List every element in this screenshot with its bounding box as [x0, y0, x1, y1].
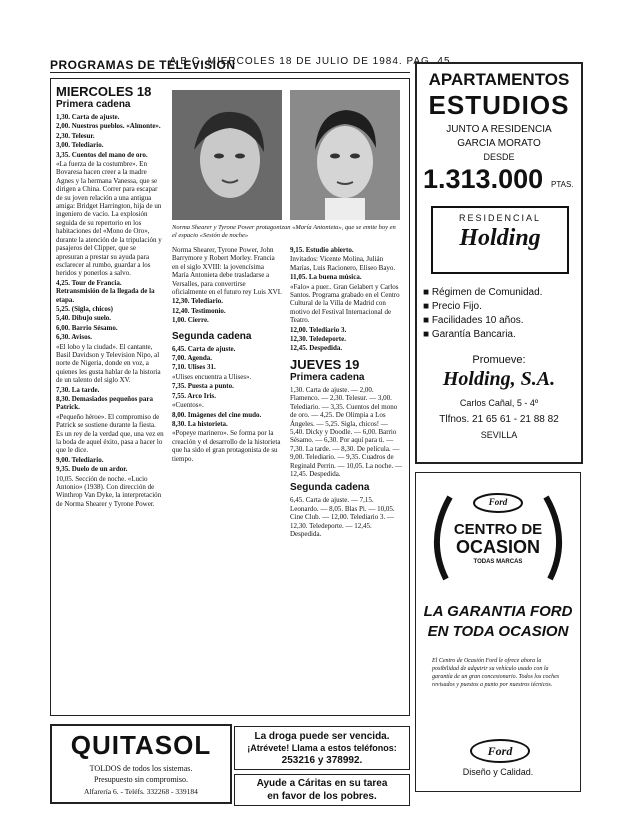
listing-line: 3,00. Telediario.: [56, 141, 104, 150]
middle-listing-second: [172, 345, 282, 463]
droga-text2: ¡Atrévete! Llama a estos teléfonos:: [247, 743, 397, 753]
quitasol-line2: Presupuesto sin compromiso.: [94, 775, 188, 784]
ford-body: El Centro de Ocasión Ford le ofrece ahora la posibilidad de adquirir su vehículo usado con la garantía de un gran concesionario. Todos los coches revisados y puestos a punto por nuestros técnicos.: [432, 658, 560, 688]
bullet-text: Precio Fijo.: [431, 301, 482, 312]
ad-apartamentos-line2: ESTUDIOS: [428, 90, 570, 120]
ad-apartamentos-line4: GARCIA MORATO: [457, 138, 541, 149]
photo-caption: Norma Shearer y Tyrone Power protagonizan «María Antonieta», que se emite hoy en el espacio «Sesión de noche»: [172, 224, 396, 239]
listing-line: «Ulises encuentra a Ulises».: [172, 372, 252, 381]
ad-quitasol: [50, 724, 232, 804]
listing-line: 1,30. Carta de ajuste. — 2,00. Flamenco. — 2,30. Telesur. — 3,00. Telediario. — 3,35. Cuentos del mono de oro. — 4,25. De Olimpia a Los Ángeles. — 5,25. Sigla, chicos! — 5,40. Dicky y Doodle. — 6,00. Barrio Sésamo. — 6,30. Por aquí para ti. — 7,30. La tarde. — 8,30. De película. — 9,00. Telediario. — 9,35. Cuadros de Reginald Perrin. — 10,05. La noche. — 12,45. Despedida.: [290, 385, 402, 478]
ad-ford: [415, 472, 581, 792]
wednesday-listing: [56, 113, 164, 508]
listing-line: 5,25. (Sigla, chicos): [56, 304, 113, 313]
listing-line: 7,35. Puesta a punto.: [172, 382, 234, 391]
listing-line: Invitados: Vicente Molina, Julián Marías, Luis Racionero, Eliseo Bayo.: [290, 255, 396, 272]
quitasol-line3: Alfarería 6. - Teléfs. 332268 - 339184: [84, 787, 198, 796]
day-heading-thursday: JUEVES 19: [290, 356, 360, 372]
promoter-city: SEVILLA: [480, 430, 518, 440]
listing-line: 7,55. Arco Iris.: [172, 391, 217, 400]
bullet-item: ■ Facilidades 10 años.: [423, 315, 524, 326]
listing-line: 3,35. Cuentos del mano de oro.: [56, 150, 148, 159]
listing-line: 8,30. Demasiados pequeños para Patrick.: [56, 395, 154, 412]
listing-line: 8,00. Imágenes del cine mudo.: [172, 410, 262, 419]
listing-line: 2,30. Telesur.: [56, 131, 95, 140]
ford-footer-logo: Ford: [470, 739, 530, 763]
caritas-text2: en favor de los pobres.: [267, 791, 377, 802]
bullet-text: Facilidades 10 años.: [431, 315, 524, 326]
listing-line: Norma Shearer, Tyrone Power, John Barrymore y Robert Morley. Francia en el siglo XVIII: la jovencísima María Antonieta debe trasladarse a Versalles, para convertirse oficialmente en el futuro rey Luis XVI.: [172, 246, 282, 297]
quitasol-line1: TOLDOS de todos los sistemas.: [89, 764, 193, 773]
listing-line: 9,00. Telediario.: [56, 455, 104, 464]
bullet-item: ■ Garantía Bancaria.: [423, 329, 516, 340]
listing-line: 7,30. La tarde.: [56, 385, 100, 394]
ad-caritas: [234, 774, 410, 806]
column-thursday: [290, 246, 402, 706]
ad-apartamentos-currency: PTAS.: [551, 180, 574, 189]
residencial-box: [431, 206, 569, 274]
listing-line: 10,05. Sección de noche. «Lucio Antonio» (1938). Con dirección de Winthrop Van Dyke, la interpretación de Norma Shearer y Tyrone Power.: [56, 474, 162, 508]
listing-line: 1,00. Cierre.: [172, 316, 209, 325]
listing-line: 11,05. La buena música.: [290, 273, 362, 282]
listing-line: 7,10. Ulises 31.: [172, 363, 216, 372]
bullet-text: Régimen de Comunidad.: [431, 287, 543, 298]
listing-line: 6,45. Carta de ajuste. — 7,15. Leonardo. — 8,05. Blas Pi. — 10,05. Cine Club. — 12,00. Telediario 3. — 12,30. Teledeporte. — 12,45. Despedida.: [290, 496, 395, 538]
promoter-address: Carlos Cañal, 5 - 4º: [459, 398, 539, 408]
ad-apartamentos-line1: APARTAMENTOS: [428, 70, 570, 89]
promoter-phones: Tlfnos. 21 65 61 - 21 88 82: [439, 414, 559, 425]
middle-listing: [172, 246, 282, 325]
day-heading-wednesday: MIERCOLES 18: [56, 84, 152, 99]
ad-apartamentos-line5: DESDE: [483, 152, 515, 162]
residencial-label: RESIDENCIAL: [458, 213, 542, 223]
listing-line: 4,25. Tour de Francia. Retransmisión de la llegada de la etapa.: [56, 278, 155, 304]
channel-heading-second-thursday: Segunda cadena: [290, 482, 370, 494]
holding-brand: Holding: [459, 225, 541, 251]
promueve-label: Promueve:: [472, 354, 526, 366]
photo-norma-shearer: [172, 90, 282, 220]
listing-line: 6,30. Avisos.: [56, 333, 93, 342]
listing-line: 1,30. Carta de ajuste.: [56, 113, 120, 121]
listing-line: 6,00. Barrio Sésamo.: [56, 323, 118, 332]
droga-text1: La droga puede ser vencida.: [254, 731, 390, 742]
thursday-listing: [290, 386, 402, 478]
page-header: A B C. MIERCOLES 18 DE JULIO DE 1984. PAG. 45: [169, 56, 451, 67]
listing-line: 6,45. Carta de ajuste.: [172, 344, 236, 353]
listing-line: «Popeye marinero». Se forma por la creación y el desarrollo de la historieta que ha sido el gran protagonista de su tiempo.: [172, 429, 281, 463]
listing-line: «La fuerza de la costumbre». En Bovaresa hacen creer a la madre Agnes y la hermana Vanessa, que se dirigen a China. Correr para escapar de su joven relación a una antigua amiga: Bridget Harrington, hija de un ingeniero de vacío. La explosión seguida de su repertorio en los habitaciones del «Mono de Oro», durante la atención de la tripulación y pasajeros del Clipper, que se apresuran a prestar su ayuda para esclarecer al rumbo, guardar a los heridos y ponerlos a salvo.: [56, 160, 162, 278]
thursday-listing-second: [290, 496, 402, 538]
listing-line: «El lobo y la ciudad». El cantante, Basil Davidson y Television Nipo, al norte de Nigeria, donde en voz, a quienes les gusta hablar de la historia de un talento del siglo XV.: [56, 342, 161, 385]
listing-line: «Pequeño héroe». El compromiso de Patrick se sostiene durante la fiesta. Es un rey de la verdad que, una vez en la boda de aquel éxito, pasa a hacer lo que le dice.: [56, 412, 164, 455]
bullet-item: ■ Precio Fijo.: [423, 301, 482, 312]
bullet-list: [423, 286, 579, 342]
column-middle: [172, 246, 282, 706]
thursday-pre-listing: [290, 246, 402, 353]
photo-tyrone-power: [290, 90, 400, 220]
listing-line: 5,40. Dibujo suelo.: [56, 314, 112, 323]
ford-oval-logo: Ford: [488, 497, 508, 507]
caritas-text1: Ayude a Cáritas en su tarea: [256, 778, 388, 789]
bullet-text: Garantía Bancaria.: [431, 329, 516, 340]
ford-headline1: LA GARANTIA FORD: [423, 603, 573, 620]
droga-phones: 253216 y 378992.: [281, 755, 363, 766]
ford-headline2: EN TODA OCASION: [427, 623, 569, 640]
portrait-man-image: [290, 90, 400, 220]
ford-title1: CENTRO DE: [453, 521, 543, 538]
section-title-rule: [50, 72, 410, 73]
listing-line: 12,00. Telediario 3.: [290, 325, 347, 334]
channel-heading-first-thursday: Primera cadena: [290, 371, 365, 383]
ad-apartamentos-line3: JUNTO A RESIDENCIA: [446, 124, 552, 135]
ford-footer-text: Diseño y Calidad.: [462, 767, 534, 777]
channel-heading-first: Primera cadena: [56, 99, 131, 110]
listing-line: «Falo» a puer.. Gran Gelabert y Carlos Santos. Programa grabado en el Centro Cultural de la Villa de Madrid con motivo del Festival Internacional de Teatro.: [290, 282, 400, 325]
listing-line: 9,15. Estudio abierto.: [290, 246, 354, 254]
listing-line: 2,00. Nuestros pueblos. «Almonte».: [56, 122, 161, 131]
ad-droga: [234, 726, 410, 770]
bullet-item: ■ Régimen de Comunidad.: [423, 287, 543, 298]
ford-title2: OCASION: [455, 537, 540, 557]
promoter-name: Holding, S.A.: [442, 368, 556, 390]
section-title: PROGRAMAS DE TELEVISION: [50, 58, 236, 72]
listing-line: 7,00. Agenda.: [172, 354, 213, 363]
ford-title3: TODAS MARCAS: [473, 559, 523, 565]
quitasol-title: QUITASOL: [70, 730, 212, 760]
listing-line: 12,30. Teledeporte.: [290, 335, 346, 344]
listing-line: 12,40. Testimonio.: [172, 306, 226, 315]
listing-line: 8,30. La historieta.: [172, 419, 228, 428]
ad-apartamentos-price: 1.313.000: [423, 164, 544, 194]
listing-line: 12,30. Telediario.: [172, 297, 223, 306]
ad-apartamentos: [415, 62, 583, 464]
listing-line: «Cuentos».: [172, 401, 204, 410]
listing-line: 12,45. Despedida.: [290, 344, 343, 353]
column-wednesday: [56, 84, 164, 710]
channel-heading-second: Segunda cadena: [172, 330, 252, 342]
listing-line: 9,35. Duelo de un ardor.: [56, 465, 128, 474]
portrait-woman-image: [172, 90, 282, 220]
